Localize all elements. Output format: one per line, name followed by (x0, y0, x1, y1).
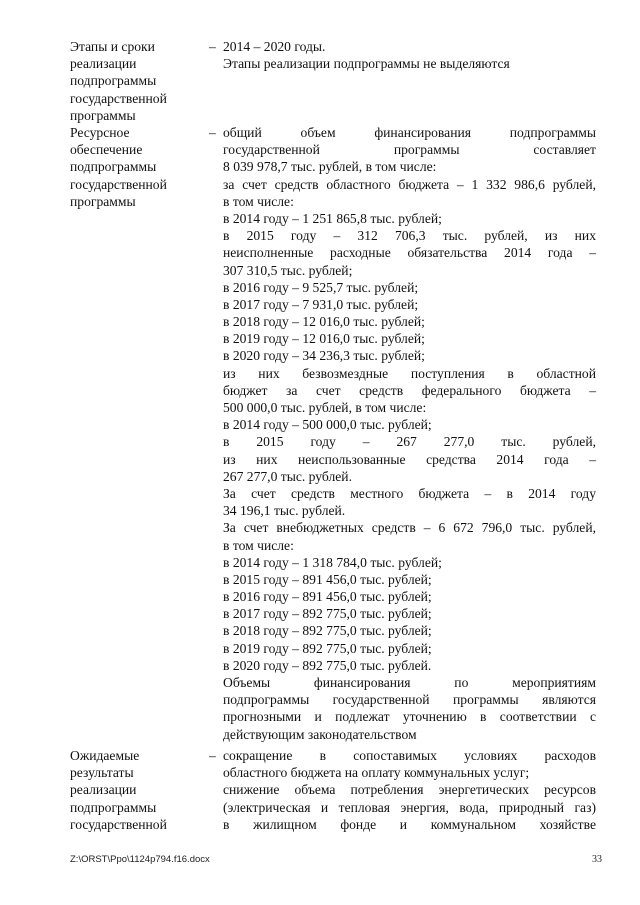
row-label-line: подпрограммы (70, 73, 157, 89)
content-line: в 2015 году – 267 277,0 тыс. рублей, (223, 434, 596, 450)
content-line: в 2016 году – 891 456,0 тыс. рублей; (223, 589, 432, 605)
content-line: областного бюджета на оплату коммунальных услуг; (223, 765, 530, 781)
row-label-line: государственной (70, 176, 167, 192)
row-content (223, 747, 596, 833)
row-label-line: подпрограммы (70, 799, 157, 815)
row-label-line: Ожидаемые (70, 748, 140, 763)
content-line: из них безвозмездные поступления в областной (223, 365, 596, 381)
content-line: За счет средств местного бюджета – в 2014 году (223, 485, 596, 501)
row-content (223, 38, 596, 72)
content-line: в жилищном фонде и коммунальном хозяйстве (223, 816, 596, 832)
content-line: в 2017 году – 892 775,0 тыс. рублей; (223, 606, 432, 622)
content-line: в 2015 году – 891 456,0 тыс. рублей; (223, 571, 432, 587)
row-dash: – (209, 748, 216, 763)
content-line: (электрическая и тепловая энергия, вода, природный газ) (223, 799, 596, 815)
content-line: в 2020 году – 892 775,0 тыс. рублей. (223, 657, 432, 673)
content-line: в том числе: (223, 193, 294, 209)
content-line: 267 277,0 тыс. рублей. (223, 468, 352, 484)
content-line: снижение объема потребления энергетических ресурсов (223, 782, 596, 798)
content-line: подпрограммы государственной программы являются (223, 692, 596, 708)
content-line: 2014 – 2020 годы. (223, 39, 326, 54)
content-line: общий объем финансирования подпрограммы (223, 125, 596, 140)
content-line: Объемы финансирования по мероприятиям (223, 675, 596, 690)
row-label-line: государственной (70, 816, 167, 832)
footer-page-number: 33 (592, 854, 602, 865)
row-label-line: реализации (70, 56, 137, 72)
content-line: за счет средств областного бюджета – 1 332 986,6 рублей, (223, 176, 596, 192)
content-line: в 2016 году – 9 525,7 тыс. рублей; (223, 279, 419, 295)
content-line: в том числе: (223, 537, 294, 553)
content-line: в 2018 году – 892 775,0 тыс. рублей; (223, 623, 432, 639)
row-label-line: подпрограммы (70, 159, 157, 175)
content-line: в 2015 году – 312 706,3 тыс. рублей, из них (223, 228, 596, 244)
content-line: в 2014 году – 1 318 784,0 тыс. рублей; (223, 554, 442, 570)
row-content (223, 124, 596, 743)
content-line: бюджет за счет средств федерального бюджета – (223, 382, 596, 398)
content-line: в 2020 году – 34 236,3 тыс. рублей; (223, 348, 425, 364)
row-label-line: государственной (70, 90, 167, 106)
content-line: Этапы реализации подпрограммы не выделяются (223, 56, 510, 72)
content-line: За счет внебюджетных средств – 6 672 796,0 тыс. рублей, (223, 520, 596, 536)
content-line: неисполненные расходные обязательства 2014 года – (223, 245, 596, 261)
content-line: в 2019 году – 892 775,0 тыс. рублей; (223, 640, 432, 656)
footer-file-path: Z:\ORST\Ppo\1124p794.f16.docx (70, 854, 210, 865)
row-label-line: результаты (70, 765, 134, 781)
content-line: из них неиспользованные средства 2014 года – (223, 451, 596, 467)
content-line: 307 310,5 тыс. рублей; (223, 262, 353, 278)
row-label (70, 747, 205, 833)
content-line: прогнозными и подлежат уточнению в соответствии с (223, 709, 596, 725)
row-label-line: реализации (70, 782, 137, 798)
row-label-line: программы (70, 193, 136, 209)
row-label (70, 124, 205, 210)
content-line: государственной программы составляет (223, 142, 596, 158)
row-label-line: Этапы и сроки (70, 39, 155, 54)
content-line: сокращение в сопоставимых условиях расходов (223, 748, 596, 763)
content-line: действующим законодательством (223, 726, 417, 742)
row-dash: – (209, 39, 216, 54)
content-line: в 2018 году – 12 016,0 тыс. рублей; (223, 314, 425, 330)
content-line: в 2019 году – 12 016,0 тыс. рублей; (223, 331, 425, 347)
content-line: в 2017 году – 7 931,0 тыс. рублей; (223, 296, 419, 312)
content-line: 500 000,0 тыс. рублей, в том числе: (223, 400, 427, 415)
row-label (70, 38, 205, 124)
content-line: 34 196,1 тыс. рублей. (223, 503, 346, 519)
content-line: в 2014 году – 1 251 865,8 тыс. рублей; (223, 210, 442, 226)
content-line: 8 039 978,7 тыс. рублей, в том числе: (223, 159, 437, 175)
row-label-line: Ресурсное (70, 125, 130, 140)
row-dash: – (209, 125, 216, 140)
row-label-line: программы (70, 107, 136, 123)
row-label-line: обеспечение (70, 142, 143, 158)
content-line: в 2014 году – 500 000,0 тыс. рублей; (223, 417, 432, 433)
